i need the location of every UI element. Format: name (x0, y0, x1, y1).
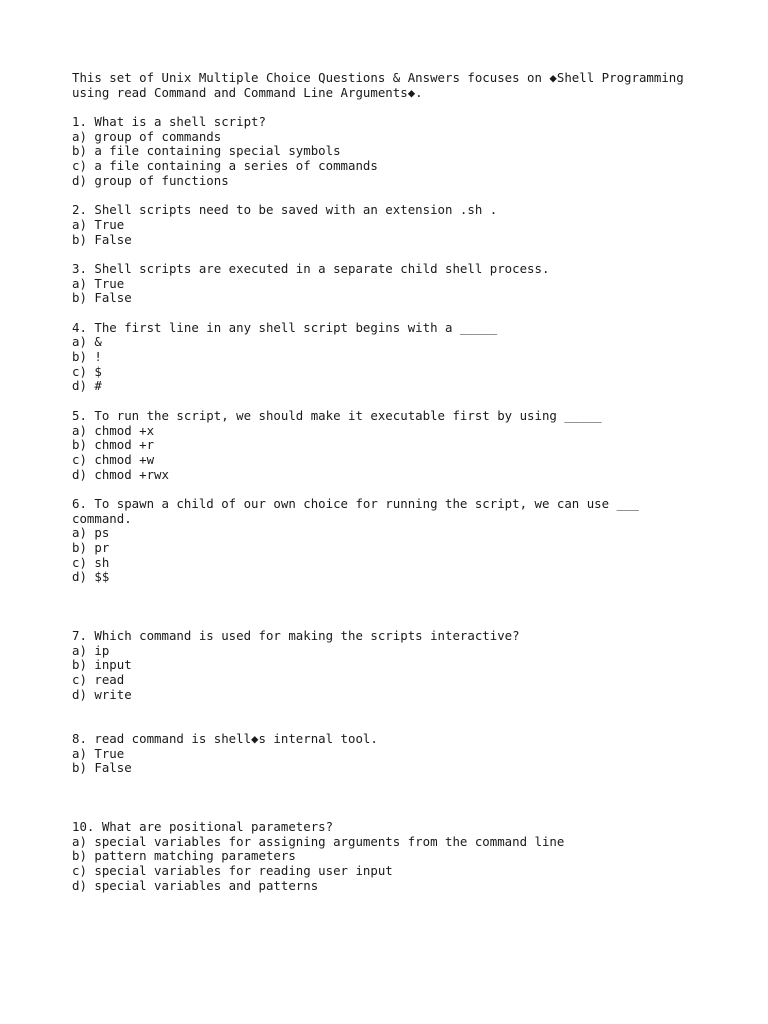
question-block (72, 203, 712, 247)
document-page (72, 71, 712, 893)
answer-option: a) True (72, 745, 125, 761)
answer-option: c) chmod +w (72, 451, 155, 467)
answer-option: c) $ (72, 363, 102, 379)
question-text: 1. What is a shell script? (72, 114, 266, 130)
answer-option: c) a file containing a series of commands (72, 158, 378, 174)
answer-option: a) True (72, 275, 125, 291)
question-text: 8. read command is shell◆s internal tool. (72, 730, 378, 746)
question-text: 5. To run the script, we should make it executable first by using _____ (72, 407, 602, 423)
answer-option: b) False (72, 231, 132, 247)
answer-option: b) input (72, 657, 132, 673)
answer-option: b) chmod +r (72, 437, 155, 453)
answer-option: d) $$ (72, 569, 110, 585)
answer-option: d) # (72, 378, 102, 394)
intro-line: This set of Unix Multiple Choice Questions & Answers focuses on ◆Shell Programming (72, 70, 684, 85)
answer-option: b) ! (72, 349, 102, 365)
answer-option: d) special variables and patterns (72, 877, 319, 893)
answer-option: c) special variables for reading user input (72, 863, 393, 879)
answer-option: a) True (72, 216, 125, 232)
question-block (72, 732, 712, 776)
answer-option: d) chmod +rwx (72, 466, 169, 482)
answer-option: a) group of commands (72, 128, 222, 144)
answer-option: a) ps (72, 525, 110, 541)
question-text: 2. Shell scripts need to be saved with an extension .sh . (72, 202, 498, 218)
question-block (72, 321, 712, 394)
answer-option: a) ip (72, 642, 110, 658)
question-block (72, 409, 712, 482)
answer-option: b) pr (72, 540, 110, 555)
question-block (72, 115, 712, 188)
answer-option: a) & (72, 334, 102, 350)
question-text: 7. Which command is used for making the scripts interactive? (72, 628, 520, 644)
answer-option: b) a file containing special symbols (72, 143, 341, 159)
intro-paragraph (72, 71, 712, 100)
answer-option: b) False (72, 290, 132, 306)
question-block (72, 497, 712, 585)
answer-option: b) pattern matching parameters (72, 848, 296, 864)
answer-option: a) special variables for assigning arguments from the command line (72, 833, 565, 849)
answer-option: a) chmod +x (72, 422, 155, 438)
answer-option: b) False (72, 760, 132, 776)
intro-line: using read Command and Command Line Arguments◆. (72, 84, 423, 100)
question-text: 10. What are positional parameters? (72, 818, 334, 834)
question-block (72, 820, 712, 893)
answer-option: d) write (72, 686, 132, 702)
question-text: 3. Shell scripts are executed in a separate child shell process. (72, 260, 550, 276)
question-block (72, 262, 712, 306)
answer-option: d) group of functions (72, 172, 229, 188)
question-text: 6. To spawn a child of our own choice for running the script, we can use ___ (72, 495, 639, 511)
question-text: 4. The first line in any shell script begins with a _____ (72, 319, 498, 335)
answer-option: c) sh (72, 554, 110, 570)
question-block (72, 629, 712, 702)
answer-option: c) read (72, 672, 125, 688)
question-text: command. (72, 510, 132, 526)
